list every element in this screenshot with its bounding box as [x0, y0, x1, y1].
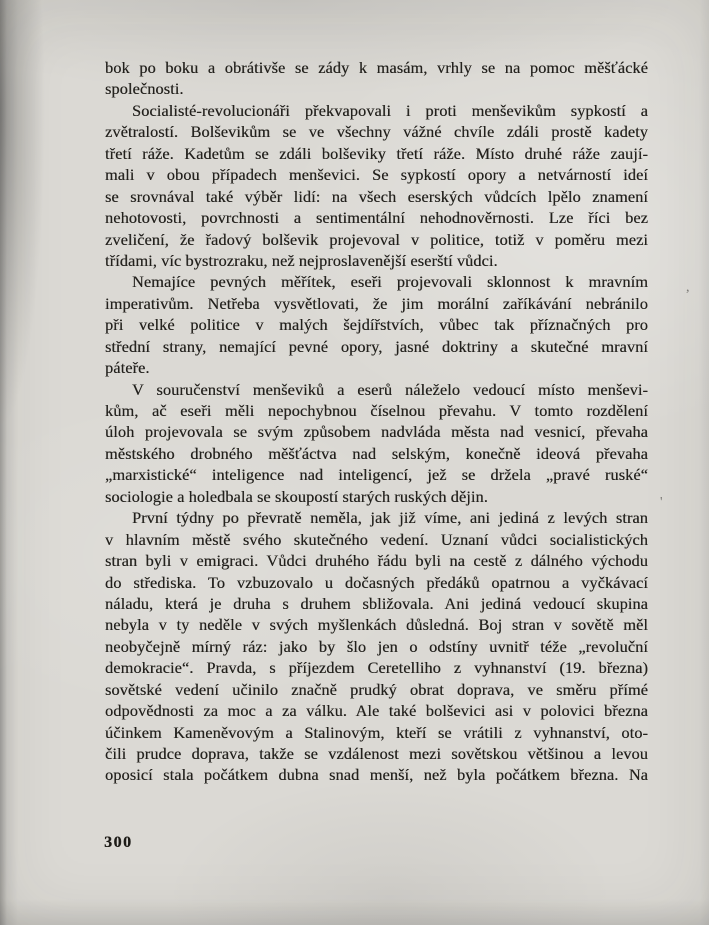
- text-line: třetí ráže. Kadetům se zdáli bolševiky třetí ráže. Místo druhé ráže zaují-: [105, 143, 648, 163]
- text-line: do střediska. To vzbuzovalo u dočasných předáků opatrnou a vyčkávací: [105, 572, 648, 592]
- text-line: sociologie a holedbala se skoupostí starých ruských dějin.: [105, 486, 488, 506]
- text-line: náladu, která je druha s druhem sbližovala. Ani jediná vedoucí skupina: [105, 593, 648, 613]
- text-line: účinkem Kameněvovým a Stalinovým, kteří se vrátili z vyhnanství, oto-: [105, 722, 648, 742]
- text-line: nehotovosti, povrchnosti a sentimentální nehodnověrnosti. Lze říci bez: [105, 208, 648, 228]
- text-line: městského drobného měšťáctva nad selským, konečně ideová převaha: [105, 443, 648, 463]
- text-line: demokracie“. Pravda, s příjezdem Ceretelliho z vyhnanství (19. března): [105, 658, 648, 678]
- text-line: V souručenství menševiků a eserů náleželo vedoucí místo menševi-: [132, 379, 648, 399]
- print-artifact: ,: [686, 280, 690, 295]
- text-line: První týdny po převratě neměla, jak již víme, ani jediná z levých stran: [132, 508, 648, 528]
- text-line: mali v obou případech menševici. Se sypkostí opory a netvárností ideí: [105, 165, 648, 185]
- text-line: zvětralostí. Bolševikům se ve všechny vážné chvíle zdáli prostě kadety: [105, 122, 648, 142]
- text-line: v hlavním městě svého skutečného vedení. Uznaní vůdci socialistických: [105, 529, 648, 549]
- text-line: nebyla v ty neděle v svých myšlenkách důsledná. Boj stran v sovětě měl: [105, 615, 648, 635]
- text-line: bok po boku a obrátivše se zády k masám, vrhly se na pomoc měšťácké: [105, 58, 648, 77]
- text-line: střední strany, nemající pevné opory, jasné doktriny a skutečné mravní: [105, 336, 648, 356]
- text-line: se srovnával také výběr lidí: na všech eserských vůdcích lpělo znamení: [105, 186, 648, 206]
- text-line: neobyčejně mírný ráz: jako by šlo jen o odstíny uvnitř téže „revoluční: [105, 636, 648, 656]
- text-line: zveličení, že řadový bolševik projevoval v politice, totiž v poměru mezi: [105, 229, 648, 249]
- text-line: oposicí stala počátkem dubna snad menší, než byla počátkem března. Na: [105, 765, 648, 785]
- text-line: „marxistické“ inteligence nad inteligencí, jež se držela „pravé ruské“: [105, 465, 648, 485]
- text-line: čili prudce doprava, takže se vzdálenost mezi sovětskou většinou a levou: [105, 744, 648, 763]
- body-text: [105, 57, 648, 786]
- print-artifact: ': [660, 495, 663, 510]
- text-line: imperativům. Netřeba vysvětlovati, že jim morální zaříkávání nebránilo: [105, 293, 648, 313]
- text-line: třídami, víc bystrozraku, než nejproslavenější eserští vůdci.: [105, 250, 498, 270]
- page-number: 300: [104, 834, 133, 851]
- text-line: stran byli v emigraci. Vůdci druhého řádu byli na cestě z dálného východu: [105, 551, 648, 571]
- text-line: odpovědnosti za moc a za válku. Ale také bolševici asi v polovici března: [105, 701, 648, 721]
- text-line: společnosti.: [105, 79, 184, 99]
- text-line: Nemajíce pevných měřítek, eseři projevovali sklonnost k mravním: [132, 272, 648, 292]
- text-line: sovětské vedení učinilo značně prudký obrat doprava, ve směru přímé: [105, 679, 648, 699]
- text-line: Socialisté-revolucionáři překvapovali i proti menševikům sypkostí a: [132, 100, 648, 120]
- text-line: kům, ač eseři měli nepochybnou číselnou převahu. V tomto rozdělení: [105, 401, 648, 420]
- text-line: páteře.: [105, 358, 150, 378]
- text-line: při velké politice v malých šejdířstvích, vůbec tak příznačných pro: [105, 315, 648, 335]
- text-line: úloh projevovala se svým způsobem nadvláda města nad vesnicí, převaha: [105, 422, 648, 442]
